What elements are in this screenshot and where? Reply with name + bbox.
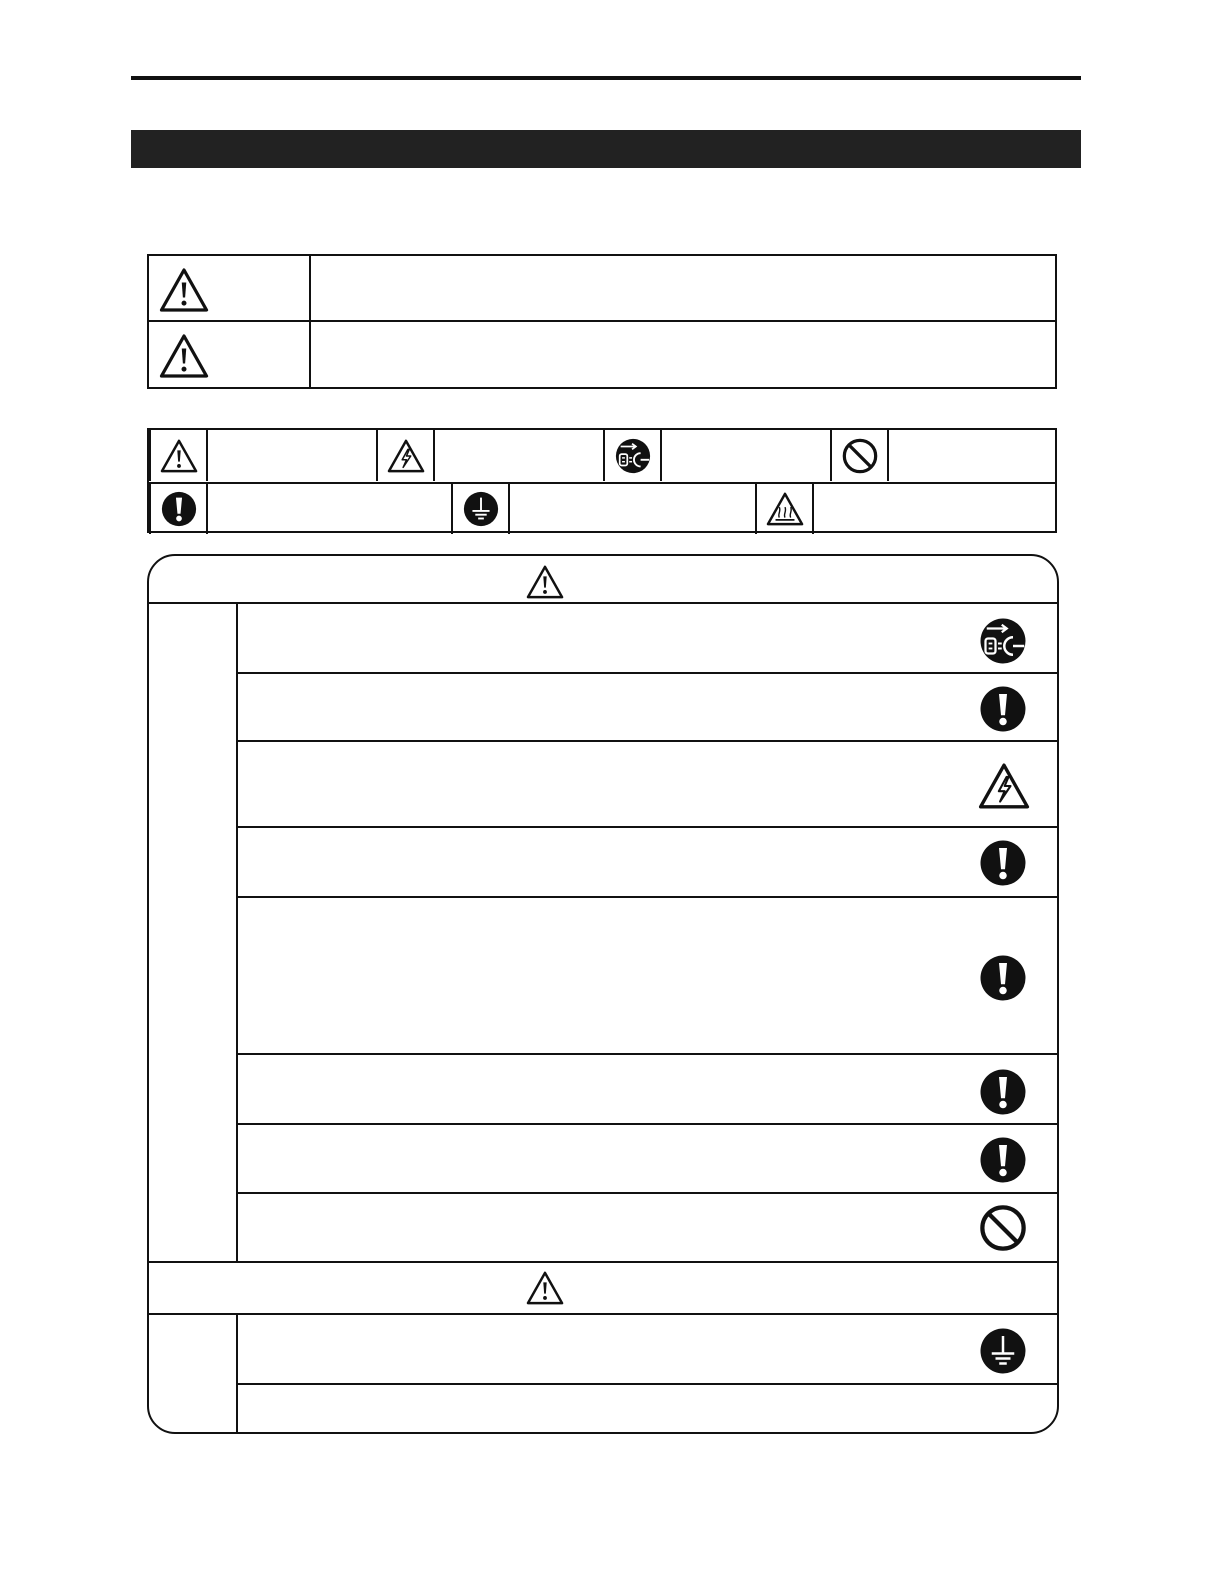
legend-item-hot-surface	[755, 483, 1057, 534]
warning-box	[147, 554, 1059, 1434]
prohibited-icon	[978, 1203, 1028, 1253]
warning-triangle-icon	[526, 564, 564, 600]
warning-triangle-icon	[159, 266, 209, 314]
legend-icon-cell	[453, 483, 510, 534]
unplug-icon	[978, 616, 1028, 666]
legend-icon-cell	[757, 483, 814, 534]
signal-row-1	[149, 256, 1055, 322]
mandatory-exclamation-icon	[160, 490, 198, 528]
top-rule	[131, 76, 1081, 80]
legend-item-electric-shock	[376, 430, 603, 481]
signal-row-1-icon-cell	[149, 256, 311, 320]
section-2-column-divider	[236, 1313, 238, 1432]
legend-item-prohibited	[830, 430, 1057, 481]
ground-icon	[978, 1326, 1028, 1376]
hot-surface-icon	[766, 491, 804, 527]
section-2-top-divider	[149, 1261, 1057, 1263]
row-divider	[238, 826, 1057, 828]
mandatory-exclamation-icon	[978, 838, 1028, 888]
mandatory-exclamation-icon	[978, 1135, 1028, 1185]
symbol-legend-table	[147, 428, 1057, 533]
row-divider	[238, 1192, 1057, 1194]
legend-icon-cell	[832, 430, 889, 481]
mandatory-exclamation-icon	[978, 684, 1028, 734]
ground-icon	[462, 490, 500, 528]
row-divider	[238, 1053, 1057, 1055]
legend-icon-cell	[378, 430, 435, 481]
warning-triangle-icon	[526, 1270, 564, 1306]
legend-item-caution	[149, 430, 376, 481]
legend-icon-cell	[151, 430, 208, 481]
warning-triangle-icon	[160, 438, 198, 474]
mandatory-exclamation-icon	[978, 1067, 1028, 1117]
prohibited-icon	[841, 437, 879, 475]
signal-word-table	[147, 254, 1057, 389]
section-title-bar	[131, 130, 1081, 168]
legend-item-ground	[451, 483, 755, 534]
legend-item-unplug	[603, 430, 830, 481]
row-divider	[238, 740, 1057, 742]
row-divider	[238, 1123, 1057, 1125]
section-2-header-divider	[149, 1313, 1057, 1315]
mandatory-exclamation-icon	[978, 953, 1028, 1003]
section-1-column-divider	[236, 602, 238, 1262]
warning-triangle-icon	[159, 332, 209, 380]
row-divider	[238, 1383, 1057, 1385]
unplug-icon	[614, 437, 652, 475]
row-divider	[238, 896, 1057, 898]
section-1-header-divider	[149, 602, 1057, 604]
legend-icon-cell	[151, 483, 208, 534]
legend-item-mandatory	[149, 483, 451, 534]
legend-icon-cell	[605, 430, 662, 481]
signal-row-2-icon-cell	[149, 322, 311, 387]
signal-row-2	[149, 322, 1055, 387]
electric-shock-icon	[978, 761, 1030, 811]
row-divider	[238, 672, 1057, 674]
electric-shock-icon	[387, 438, 425, 474]
